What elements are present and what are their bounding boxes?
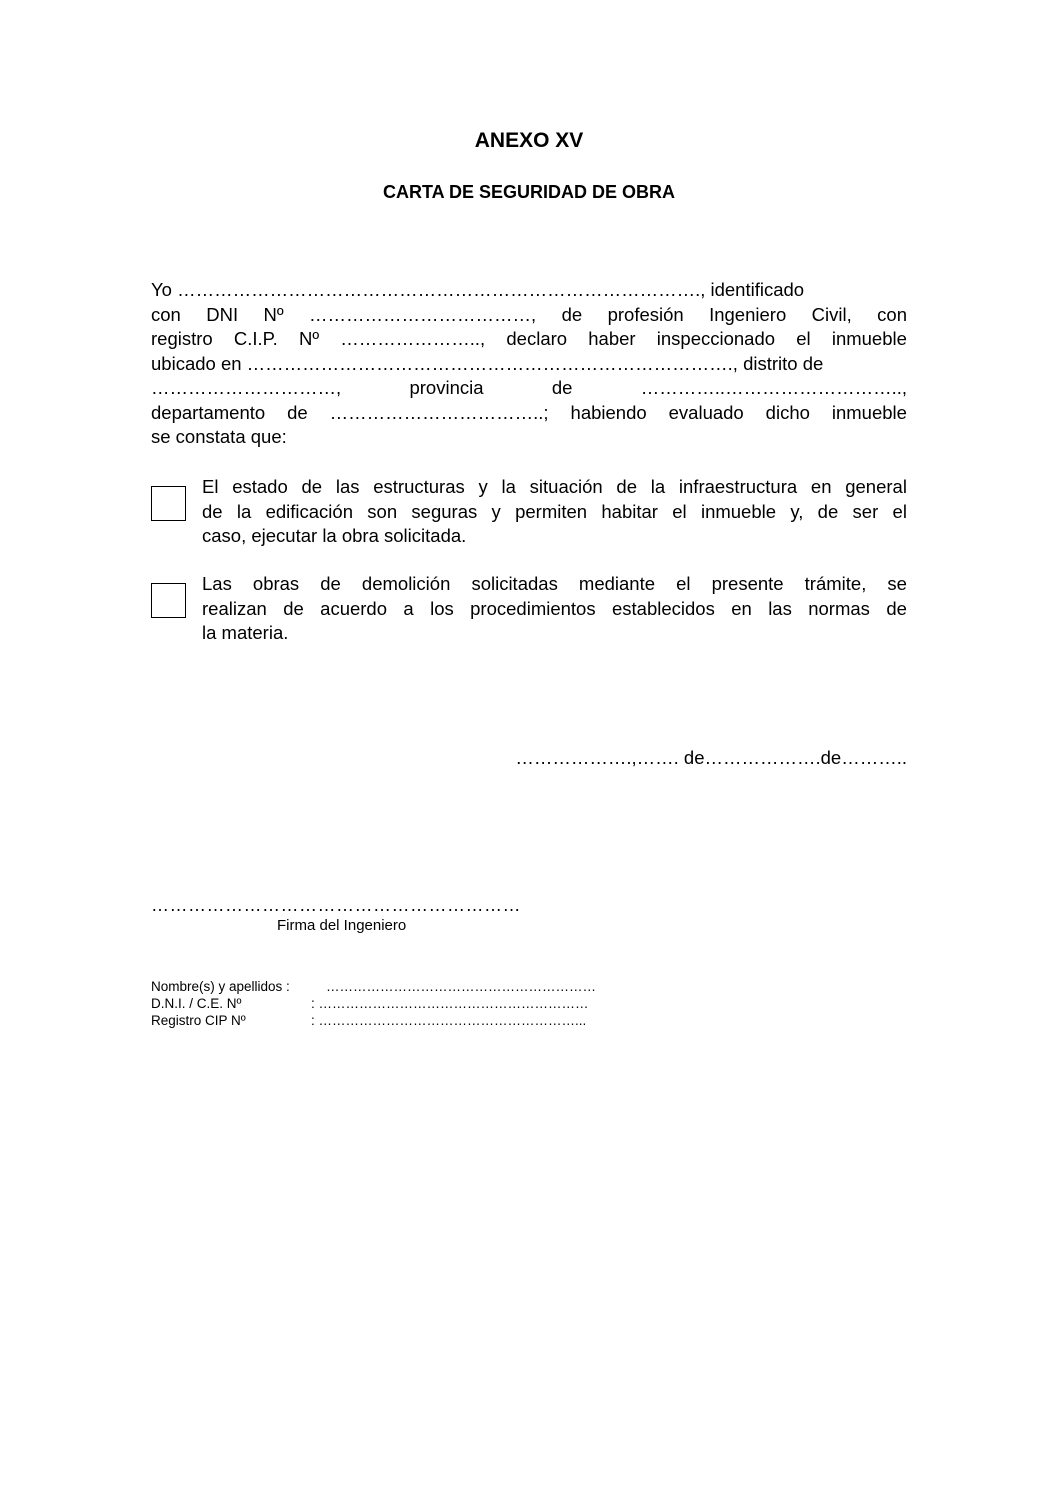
signature-line: …………………………………………………… [151, 895, 521, 915]
option-line [202, 500, 907, 525]
word: edificación [265, 500, 353, 522]
word: permiten [515, 500, 588, 522]
option-line [202, 572, 907, 597]
word: con [151, 303, 181, 325]
word: de [287, 401, 308, 423]
paragraph-line [151, 303, 907, 328]
word: la [501, 476, 516, 497]
word: en [810, 476, 832, 497]
word: estado [232, 476, 288, 497]
word: se [887, 573, 907, 594]
word: realizan [202, 597, 267, 619]
page-subtitle: CARTA DE SEGURIDAD DE OBRA [382, 182, 675, 202]
word: de [551, 377, 573, 398]
word: general [845, 476, 907, 497]
word: dicho [765, 401, 810, 423]
option-line [202, 597, 907, 622]
word: de [283, 597, 304, 619]
word: procedimientos [470, 597, 596, 619]
word: inspeccionado [656, 328, 776, 349]
word: la [236, 500, 252, 522]
word: declaro [506, 328, 568, 349]
word: son [367, 500, 398, 522]
word: Ingeniero [709, 303, 787, 325]
word: caso, ejecutar la obra solicitada. [202, 525, 467, 546]
word: a [403, 597, 414, 619]
option-line [202, 621, 907, 646]
word: habitar [601, 500, 658, 522]
word: haber [588, 328, 636, 349]
word: …………………………, [151, 377, 342, 398]
word: las [768, 597, 792, 619]
word: solicitadas [471, 573, 558, 594]
word: presente [711, 573, 784, 594]
word: los [430, 597, 454, 619]
word: el [796, 328, 811, 349]
word: inmueble [831, 328, 907, 349]
info-value: : …………………………………………………… [311, 996, 589, 1011]
paragraph-line [151, 401, 907, 426]
option-line [202, 475, 907, 500]
word: con [877, 303, 907, 325]
paragraph-line [151, 278, 907, 303]
date-line: ……………….,……. de……………….de……….. [515, 747, 907, 768]
word: C.I.P. [233, 328, 278, 349]
word: el [892, 500, 907, 522]
word: provincia [409, 377, 484, 398]
word: mediante [578, 573, 656, 594]
word: el [676, 573, 691, 594]
word: de [616, 476, 637, 497]
checkbox-structural-safety[interactable] [151, 486, 186, 521]
info-value: …………………………………………………… [326, 979, 596, 994]
word: establecidos [611, 597, 715, 619]
word: Yo …………………………………………………………………………., identificado [151, 279, 805, 300]
word: el [672, 500, 687, 522]
word: de [202, 500, 223, 522]
word: DNI [206, 303, 239, 325]
word: la materia. [202, 622, 289, 643]
word: El [202, 476, 219, 497]
word: estructuras [373, 476, 465, 497]
word: ubicado en ……………………………………………………………………., distrito de [151, 352, 824, 374]
word: Nº [298, 328, 320, 349]
word: infraestructura [678, 476, 798, 497]
word: departamento [151, 401, 266, 423]
word: trámite, [804, 573, 867, 594]
word: Las [202, 573, 232, 594]
word: en [731, 597, 752, 619]
paragraph-line [151, 425, 907, 450]
word: se constata que: [151, 426, 287, 447]
word: situación [529, 476, 603, 497]
word: seguras [411, 500, 478, 522]
signature-label: Firma del Ingeniero [277, 917, 407, 934]
checkbox-demolition[interactable] [151, 583, 186, 618]
word: las [335, 476, 360, 497]
word: profesión [607, 303, 684, 325]
option-text [202, 572, 907, 646]
word: de [561, 303, 583, 325]
info-label: D.N.I. / C.E. Nº [151, 996, 242, 1011]
paragraph-line [151, 376, 907, 401]
word: habiendo [570, 401, 647, 423]
word: de [301, 476, 323, 497]
word: inmueble [831, 401, 907, 423]
word: demolición [361, 573, 451, 594]
word: registro [151, 328, 213, 349]
info-label: Registro CIP Nº [151, 1013, 246, 1028]
word: la [650, 476, 666, 497]
word: …………..……………………….., [640, 377, 907, 398]
word: acuerdo [320, 597, 388, 619]
word: ser [852, 500, 879, 522]
word: obras [252, 573, 300, 594]
word: y [478, 476, 488, 497]
word: ……………………………..; [329, 401, 549, 423]
paragraph-line [151, 352, 907, 377]
word: ………………….., [340, 328, 486, 349]
word: y, [790, 500, 804, 522]
word: y [491, 500, 501, 522]
word: Civil, [811, 303, 852, 325]
info-label: Nombre(s) y apellidos : [151, 979, 290, 994]
option-text [202, 475, 907, 549]
paragraph-line [151, 327, 907, 352]
word: de [320, 573, 341, 594]
option-line [202, 524, 907, 549]
word: Nº [263, 303, 284, 325]
page-title: ANEXO XV [474, 129, 584, 152]
word: inmueble [700, 500, 777, 522]
word: evaluado [668, 401, 744, 423]
word: de [817, 500, 839, 522]
declaration-paragraph [151, 278, 907, 450]
word: normas [808, 597, 870, 619]
word: ………………………………, [309, 303, 537, 325]
info-value: : …………………………………………………... [311, 1013, 587, 1028]
word: de [886, 597, 907, 619]
